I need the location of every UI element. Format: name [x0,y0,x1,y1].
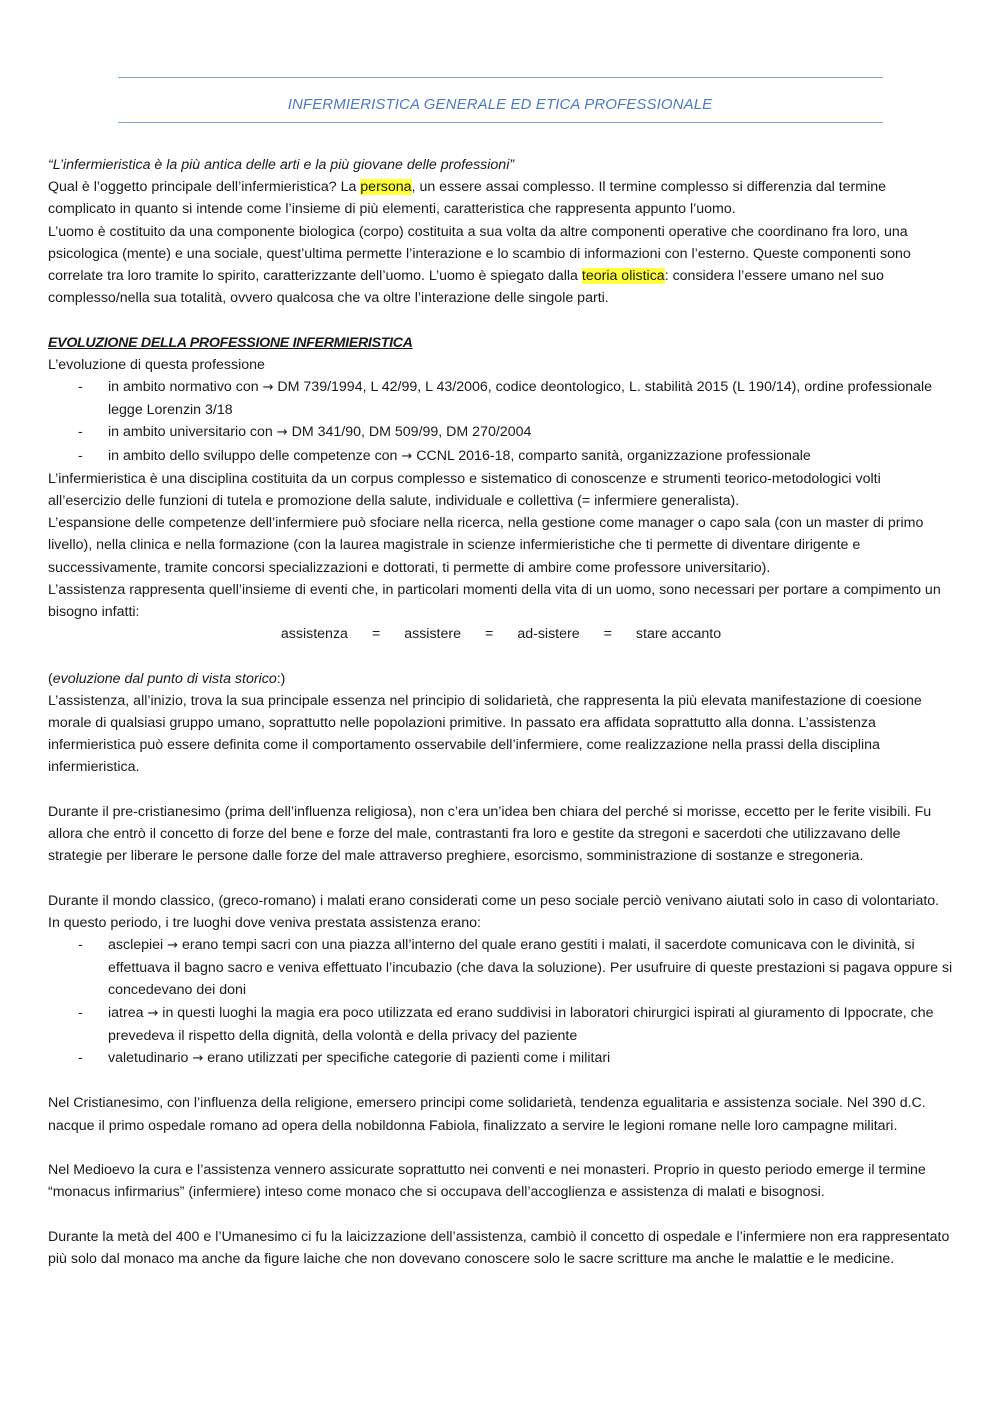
arrow-right-icon: → [401,448,413,464]
text-run: in questi luoghi la magia era poco utilizzata ed erano suddivisi in laboratori chirurgici ispirati al giuramento di Ippocrate, che prevedeva il rispetto della dignità, della volontà e della privacy del paziente [108,1004,934,1044]
history-paragraph-pre-christian: Durante il pre-cristianesimo (prima dell’influenza religiosa), non c’era un’idea ben chiara del perché si morisse, eccetto per le ferite visibili. Fu allora che entrò il concetto di forze del bene e forze del male, contrastanti fra loro e gestite da stregoni e sacerdoti che utilizzavano delle strategie per liberare le persone dalle forze del male attraverso preghiere, esorcismo, somministrazione di sostanze e stregoneria. [48,803,932,865]
arrow-right-icon: → [276,425,288,441]
text-run: DM 739/1994, L 42/99, L 43/2006, codice deontologico, L. stabilità 2015 (L 190/14), ordine professionale legge Lorenzin 3/18 [108,379,933,419]
history-paragraph-middle-ages: Nel Medioevo la cura e l’assistenza vennero assicurate soprattutto nei conventi e nei monasteri. Proprio in questo periodo emerge il termine “monacus infirmarius” (infermiere) inteso come monaco che si occupava dell’accoglienza e assistenza di malati e bisognosi. [48,1162,926,1201]
assistance-paragraph: L’assistenza rappresenta quell’insieme di eventi che, in particolari momenti della vita di un uomo, sono necessari per portare a compimento un bisogno infatti: [48,581,941,621]
text-run: in ambito dello sviluppo delle competenze con [108,447,402,464]
text-run: in ambito normativo con [108,379,263,396]
text-run: , un essere assai complesso. Il termine complesso si differenzia dal termine complicato in quanto si intende come l’insieme di più elementi, caratteristica che rappresenta appunto l’uomo. [48,179,887,218]
text-run: erano tempi sacri con una piazza all’interno del quale erano gestiti i malati, il sacerdote comunicava con le divinità, si effettuava il bagno sacro e veniva effettuato l’incubazio (che dava la soluzione). Per usufruire di queste prestazioni si pagava oppure si concedevano dei doni [108,937,953,999]
arrow-right-icon: → [192,1051,204,1067]
history-paragraph-christianity: Nel Cristianesimo, con l’influenza della religione, emersero principi come solidarietà, tendenza egualitaria e assistenza sociale. Nel 390 d.C. nacque il primo ospedale romano ad opera della nobildonna Fabiola, finalizzato a servire le legioni romane nelle loro campagne militari. [48,1095,926,1134]
history-label [48,668,954,690]
discipline-paragraph: L’infermieristica è una disciplina costituita da un corpus complesso e sistematico di conoscenze e strumenti teorico-metodologici volti all’esercizio delle funzioni di tutela e promozione della salute, individuale e collettiva (= infermiere generalista). [48,470,881,510]
equation-term: assistenza [280,626,348,643]
competences-paragraph: L’espansione delle competenze dell’infermiere può sfociare nella ricerca, nella gestione come manager o capo sala (con un master di primo livello), nella clinica e nella formazione (con la laurea magistrale in scienze infermieristiche che ti permette di diventare dirigente e successivamente, tramite concorsi specializzazioni e dottorati, ti permette di ambire come professore universitario). [48,515,924,576]
list-item [48,1002,954,1047]
text-run: : considera l’essere umano nel suo complesso/nella sua totalità, ovvero qualcosa che va oltre l’interazione delle singole parti. [48,268,884,307]
history-paragraph-classical: Durante il mondo classico, (greco-romano) i malati erano considerati come un peso sociale perciò venivano aiutati solo in caso di volontariato. In questo periodo, i tre luoghi dove veniva prestata assistenza erano: [48,892,940,931]
intro-quote: “L’infermieristica è la più antica delle arti e la più giovane delle professioni” [48,157,515,173]
arrow-right-icon: → [147,1005,159,1021]
section-heading-evolution: EVOLUZIONE DELLA PROFESSIONE INFERMIERISTICA [48,334,413,351]
header-bottom-rule [118,122,883,123]
bullet-dash: - [78,379,83,396]
evolution-list [48,376,954,468]
text-run: L’uomo è costituito da una componente biologica (corpo) costituita a sua volta da altre componenti operative che coordinano fra loro, una psicologica (mente) e una sociale, quest’ultima permette l’interazione e lo scambio di informazioni con l’esterno. Queste componenti sono correlate tra loro tramite lo spirito, caratterizzante dell’uomo. L’uomo è spiegato dalla [48,223,911,285]
equation-term: assistere [404,626,462,643]
list-item [48,934,954,1002]
history-paragraph-origins: L’assistenza, all’inizio, trova la sua principale essenza nel principio di solidarietà, che rappresenta la più elevata manifestazione di coesione morale di qualsiasi gruppo umano, soprattutto nelle popolazioni primitive. In passato era affidata soprattutto alla donna. L’assistenza infermieristica può essere definita come il comportamento osservabile dell’infermiere, come realizzazione nella prassi della disciplina infermieristica. [48,692,922,776]
text-run: valetudinario [108,1050,193,1067]
document-title: INFERMIERISTICA GENERALE ED ETICA PROFESSIONALE [287,96,713,113]
text-run: ( [48,670,53,687]
evolution-lead: L’evoluzione di questa professione [48,356,265,373]
places-list [48,934,954,1070]
arrow-right-icon: → [167,938,179,954]
text-run: Qual è l’oggetto principale dell’infermieristica? La [48,179,361,196]
header-top-rule [118,77,883,78]
highlight-persona: persona [360,179,412,196]
text-run: erano utilizzati per specifiche categorie di pazienti come i militari [203,1050,611,1067]
history-paragraph-humanism: Durante la metà del 400 e l’Umanesimo ci fu la laicizzazione dell’assistenza, cambiò il concetto di ospedale e l’infermiere non era rappresentato più solo dal monaco ma anche da figure laiche che non dovevano conoscere solo le sacre scritture ma anche le malattie e le medicine. [48,1228,950,1267]
list-item [48,1047,954,1070]
etymology-equation [48,623,954,645]
text-run: iatrea [108,1004,148,1021]
bullet-dash: - [78,937,83,954]
intro-question-paragraph [48,176,954,220]
list-item [48,445,954,468]
equals-sign: = [603,626,612,643]
history-label-italic: evoluzione dal punto di vista storico [52,670,277,687]
text-run: CCNL 2016-18, comparto sanità, organizzazione professionale [412,447,811,464]
bullet-dash: - [78,1004,83,1021]
bullet-dash: - [78,424,83,441]
list-item [48,421,954,444]
equation-term: stare accanto [635,626,722,643]
intro-human-paragraph [48,221,954,310]
equals-sign: = [485,626,494,643]
equation-term: ad-sistere [517,626,580,643]
list-item [48,376,954,421]
bullet-dash: - [78,1050,83,1067]
text-run: in ambito universitario con [108,424,277,441]
document-body [48,154,954,1270]
text-run: :) [276,670,286,687]
highlight-teoria-olistica: teoria olistica [581,268,665,285]
arrow-right-icon: → [262,380,274,396]
text-run: DM 341/90, DM 509/99, DM 270/2004 [287,424,532,441]
text-run: asclepiei [108,937,168,954]
bullet-dash: - [78,447,83,464]
equals-sign: = [371,626,381,643]
